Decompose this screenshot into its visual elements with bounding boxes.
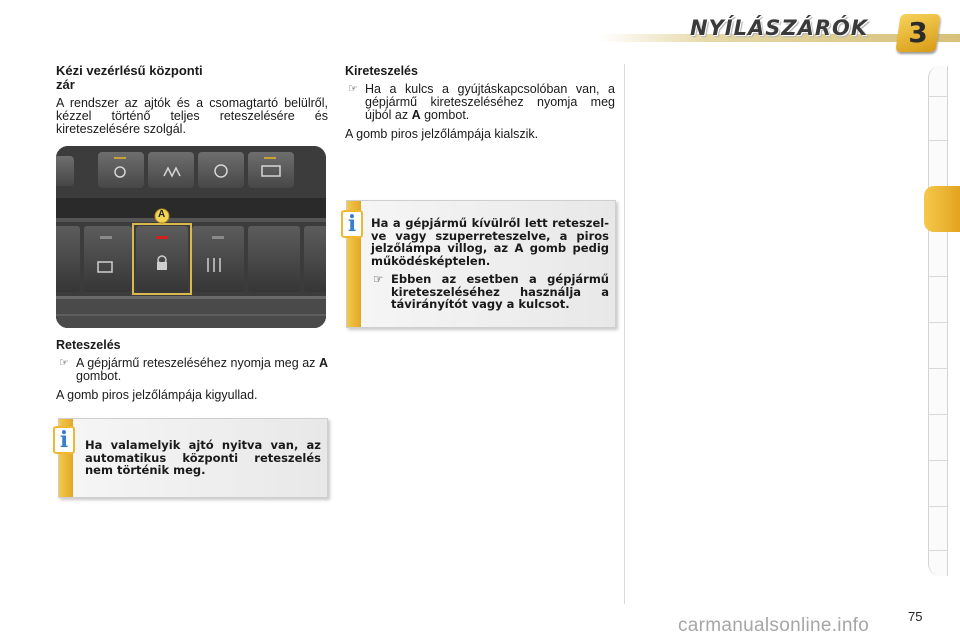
chapter-tab-strip [928,66,948,576]
tab-divider [928,140,948,141]
tab-divider [928,368,948,369]
unlocking-note: A gomb piros jelzőlámpája kialszik. [345,127,539,141]
unlocking-title: Kireteszelés [345,64,418,78]
section-unlocking [345,64,615,141]
tab-divider [928,322,948,323]
locking-title: Reteszelés [56,338,121,352]
section-central-locking [56,64,328,136]
section-locking [56,338,328,402]
column-divider [624,64,625,604]
pointing-hand-icon: ☞ [373,272,384,286]
info-text: Ha a gépjármű kívülről lett reteszelve vagy szuperreteszelve, a piros jelzőlámpa villog, az A gomb pedig működésképtelen. [371,216,609,268]
pointing-hand-icon: ☞ [348,83,358,95]
section-heading: Kézi vezérlésű központi zár [56,63,203,92]
locking-note: A gomb piros jelzőlámpája kigyullad. [56,388,258,402]
watermark: carmanualsonline.info [678,615,870,636]
intro-paragraph: A rendszer az ajtók és a csomagtartó belülről, kézzel történő teljes reteszelésére és kireteszelésére szolgál. [56,96,328,136]
pointing-hand-icon: ☞ [59,357,69,369]
tab-divider [928,414,948,415]
page-number: 75 [908,609,923,624]
tab-divider [928,506,948,507]
tab-divider [928,96,948,97]
chapter-tab-active[interactable] [924,186,960,232]
chapter-number: 3 [908,16,928,49]
tab-divider [928,550,948,551]
chapter-badge [895,14,940,52]
unlocking-bullet: ☞ Ha a kulcs a gyújtáskapcsolóban van, a gépjármű kireteszeléséhez nyomja meg újból az A gombot. [348,82,615,122]
info-i-icon: i [53,426,75,454]
info-bullet: ☞ Ebben az esetben a gépjármű kireteszeléséhez használja a távirányítót vagy a kulcsot. [373,272,609,311]
chapter-title: NYÍLÁSZÁRÓK [690,16,869,40]
photo-callout-a: A [158,209,166,220]
locking-bullet: ☞ A gépjármű reteszeléséhez nyomja meg az A gombot. [59,356,328,383]
info-box-superlock [346,200,616,328]
info-box-door-open [58,418,328,498]
info-text: Ha valamelyik ajtó nyitva van, az automatikus központi reteszelés nem történik meg. [85,438,321,477]
tab-divider [928,276,948,277]
tab-divider [928,460,948,461]
info-i-icon: i [341,210,363,238]
button-panel-photo [56,146,326,328]
